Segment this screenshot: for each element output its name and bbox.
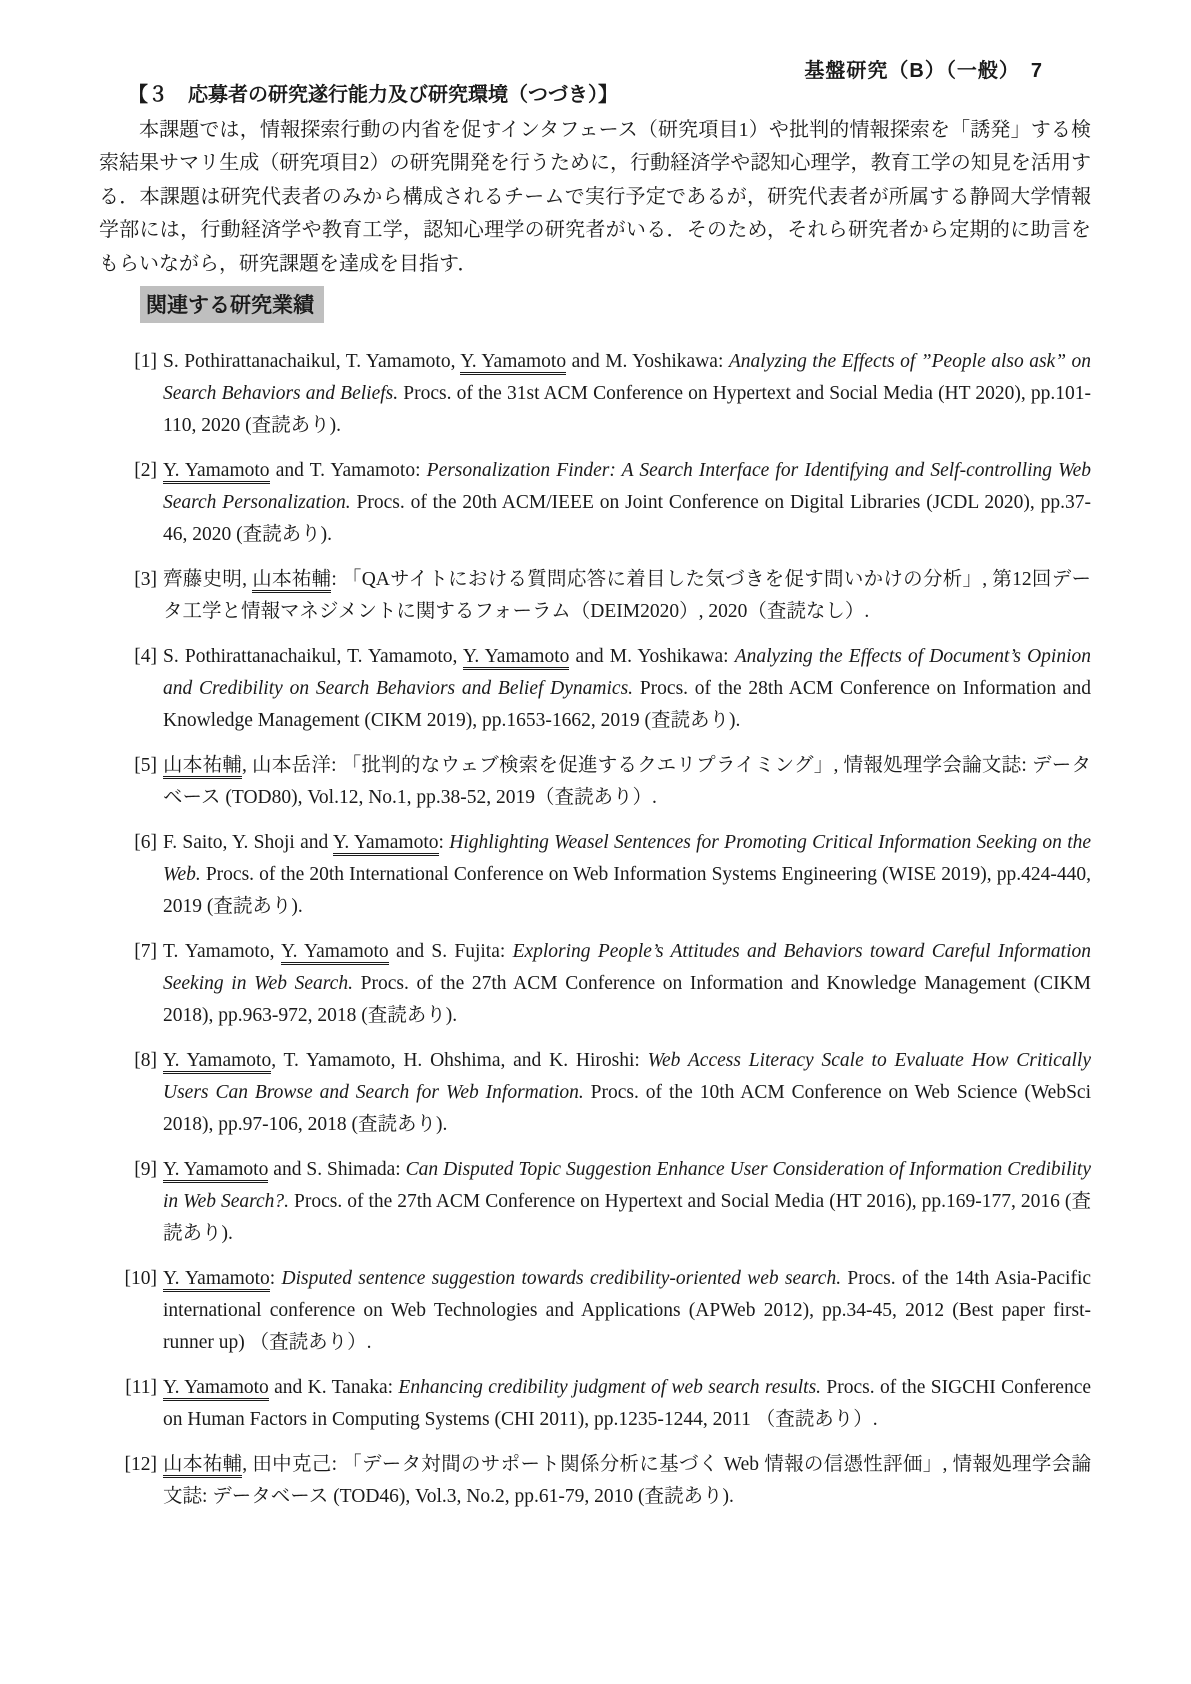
- reference-item-6: [99, 827, 1091, 923]
- paper-title: Personalization Finder: A Search Interface for Identifying and Self-controlling Web Search Personalization.: [163, 460, 1092, 513]
- reference-number: [4]: [134, 646, 157, 667]
- reference-text: [163, 460, 1091, 545]
- reference-item-11: [99, 1372, 1091, 1436]
- reference-number: [8]: [134, 1050, 157, 1071]
- intro-paragraph: 本課題では，情報探索行動の内省を促すインタフェース（研究項目1）や批判的情報探索を「誘発」する検索結果サマリ生成（研究項目2）の研究開発を行うために，行動経済学や認知心理学，教育工学の知見を活用する．本課題は研究代表者のみから構成されるチームで実行予定であるが，研究代表者が所属する静岡大学情報学部には，行動経済学や教育工学，認知心理学の研究者がいる．そのため，それら研究者から定期的に助言をもらいながら，研究課題を達成を目指す．: [99, 119, 1091, 275]
- underlined-author: Y. Yamamoto: [163, 1268, 270, 1292]
- reference-text-segment: and K. Tanaka:: [268, 1377, 399, 1398]
- reference-item-1: [99, 346, 1091, 442]
- reference-text-segment: , T. Yamamoto, H. Ohshima, and K. Hiroshi:: [271, 1050, 648, 1071]
- underlined-author: Y. Yamamoto: [163, 1050, 271, 1074]
- reference-text: [163, 1268, 1091, 1353]
- reference-text: [163, 646, 1091, 731]
- paper-title: Highlighting Weasel Sentences for Promoting Critical Information Seeking on the Web.: [163, 832, 1092, 885]
- reference-text-segment: S. Pothirattanachaikul, T. Yamamoto,: [163, 351, 461, 372]
- reference-number: [11]: [125, 1377, 157, 1398]
- reference-text-segment: and S. Fujita:: [388, 941, 513, 962]
- reference-text-segment: Procs. of the SIGCHI Conference on Human Factors in Computing Systems (CHI 2011), pp.1235-1244, 2011 （査読あり）.: [163, 1377, 1091, 1430]
- reference-text-segment: Procs. of the 10th ACM Conference on Web Science (WebSci 2018), pp.97-106, 2018 (査読あり).: [163, 1082, 1091, 1135]
- reference-text-segment: :: [438, 832, 450, 853]
- reference-text-segment: Procs. of the 27th ACM Conference on Hypertext and Social Media (HT 2016), pp.169-177, 2016 (査読あり).: [163, 1191, 1091, 1244]
- reference-text-segment: and M. Yoshikawa:: [566, 351, 729, 372]
- reference-text: [163, 351, 1091, 436]
- reference-number: [2]: [134, 460, 157, 481]
- references-list: [99, 346, 1091, 1526]
- reference-number: [12]: [124, 1454, 157, 1475]
- reference-number: [1]: [134, 351, 157, 372]
- section-title: 【３ 応募者の研究遂行能力及び研究環境（つづき）】: [128, 84, 618, 106]
- reference-number: [6]: [134, 832, 157, 853]
- reference-item-4: [99, 641, 1091, 737]
- underlined-author: Y. Yamamoto: [460, 351, 566, 375]
- reference-text-segment: Procs. of the 27th ACM Conference on Information and Knowledge Management (CIKM 2018), pp.963-972, 2018 (査読あり).: [163, 973, 1091, 1026]
- paper-title: Disputed sentence suggestion towards credibility-oriented web search.: [281, 1268, 842, 1289]
- underlined-author: Y. Yamamoto: [281, 941, 389, 965]
- reference-text: [163, 941, 1091, 1026]
- reference-text: [163, 1159, 1091, 1244]
- reference-item-7: [99, 936, 1091, 1032]
- reference-number: [5]: [134, 755, 157, 776]
- reference-text-segment: S. Pothirattanachaikul, T. Yamamoto,: [163, 646, 463, 667]
- reference-text-segment: and M. Yoshikawa:: [569, 646, 735, 667]
- reference-text: [163, 1454, 1091, 1507]
- reference-text-segment: , 田中克己: 「データ対間のサポート関係分析に基づく Web 情報の信憑性評価」, 情報処理学会論文誌: データベース (TOD46), Vol.3, No.2, pp.61-79, 2010 (査読あり).: [163, 1454, 1091, 1507]
- underlined-author: Y. Yamamoto: [333, 832, 439, 856]
- paper-title: Web Access Literacy Scale to Evaluate How Critically Users Can Browse and Search for Web Information.: [163, 1050, 1091, 1103]
- reference-text-segment: :: [269, 1268, 282, 1289]
- reference-text-segment: Procs. of the 31st ACM Conference on Hypertext and Social Media (HT 2020), pp.101-110, 2020 (査読あり).: [163, 383, 1091, 436]
- reference-text: [163, 569, 1091, 622]
- reference-number: [9]: [134, 1159, 157, 1180]
- paper-title: Analyzing the Effects of ”People also ask” on Search Behaviors and Beliefs.: [163, 351, 1092, 404]
- underlined-author: Y. Yamamoto: [163, 460, 270, 484]
- underlined-author: Y. Yamamoto: [163, 1377, 269, 1401]
- reference-text-segment: F. Saito, Y. Shoji and: [163, 832, 333, 853]
- reference-text-segment: Procs. of the 20th International Conference on Web Information Systems Engineering (WISE 2019), pp.424-440, 2019 (査読あり).: [163, 864, 1091, 917]
- underlined-author: Y. Yamamoto: [463, 646, 570, 670]
- reference-item-12: [99, 1449, 1091, 1513]
- underlined-author: Y. Yamamoto: [163, 1159, 268, 1183]
- reference-number: [3]: [134, 569, 157, 590]
- reference-text-segment: Procs. of the 14th Asia-Pacific international conference on Web Technologies and Applications (APWeb 2012), pp.34-45, 2012 (Best paper first-runner up) （査読あり）.: [163, 1268, 1092, 1353]
- reference-text-segment: Procs. of the 28th ACM Conference on Information and Knowledge Management (CIKM 2019), pp.1653-1662, 2019 (査読あり).: [163, 678, 1092, 731]
- reference-text: [163, 1050, 1091, 1135]
- underlined-author: 山本祐輔: [163, 755, 242, 779]
- reference-text-segment: , 山本岳洋: 「批判的なウェブ検索を促進するクエリプライミング」, 情報処理学会論文誌: データベース (TOD80), Vol.12, No.1, pp.38-52, 2019（査読あり）.: [163, 755, 1091, 808]
- paper-title: Analyzing the Effects of Document’s Opinion and Credibility on Search Behaviors and Belief Dynamics.: [163, 646, 1092, 699]
- related-works-heading: 関連する研究業績: [140, 286, 324, 323]
- reference-item-3: [99, 564, 1091, 628]
- reference-text-segment: Procs. of the 20th ACM/IEEE on Joint Conference on Digital Libraries (JCDL 2020), pp.37-46, 2020 (査読あり).: [163, 492, 1091, 545]
- underlined-author: 山本祐輔: [163, 1454, 242, 1478]
- reference-number: [10]: [124, 1268, 157, 1289]
- underlined-author: 山本祐輔: [252, 569, 331, 593]
- reference-text-segment: and S. Shimada:: [268, 1159, 406, 1180]
- reference-item-2: [99, 455, 1091, 551]
- reference-text: [163, 1377, 1091, 1430]
- reference-text-segment: 齊藤史明,: [163, 569, 253, 590]
- reference-item-9: [99, 1154, 1091, 1250]
- reference-text-segment: and T. Yamamoto:: [269, 460, 427, 481]
- paper-title: Exploring People’s Attitudes and Behaviors toward Careful Information Seeking in Web Search.: [163, 941, 1091, 994]
- reference-text: [163, 755, 1091, 808]
- reference-text-segment: : 「QAサイトにおける質問応答に着目した気づきを促す問いかけの分析」, 第12回データ工学と情報マネジメントに関するフォーラム（DEIM2020）, 2020（査読なし）.: [163, 569, 1091, 622]
- reference-item-8: [99, 1045, 1091, 1141]
- reference-text: [163, 832, 1091, 917]
- paper-title: Enhancing credibility judgment of web search results.: [398, 1377, 822, 1398]
- reference-item-10: [99, 1263, 1091, 1359]
- reference-text-segment: T. Yamamoto,: [163, 941, 281, 962]
- paper-title: Can Disputed Topic Suggestion Enhance User Consideration of Information Credibility in Web Search?.: [163, 1159, 1091, 1212]
- reference-number: [7]: [134, 941, 157, 962]
- reference-item-5: [99, 750, 1091, 814]
- page-header-label: 基盤研究（B）（一般） 7: [804, 60, 1043, 82]
